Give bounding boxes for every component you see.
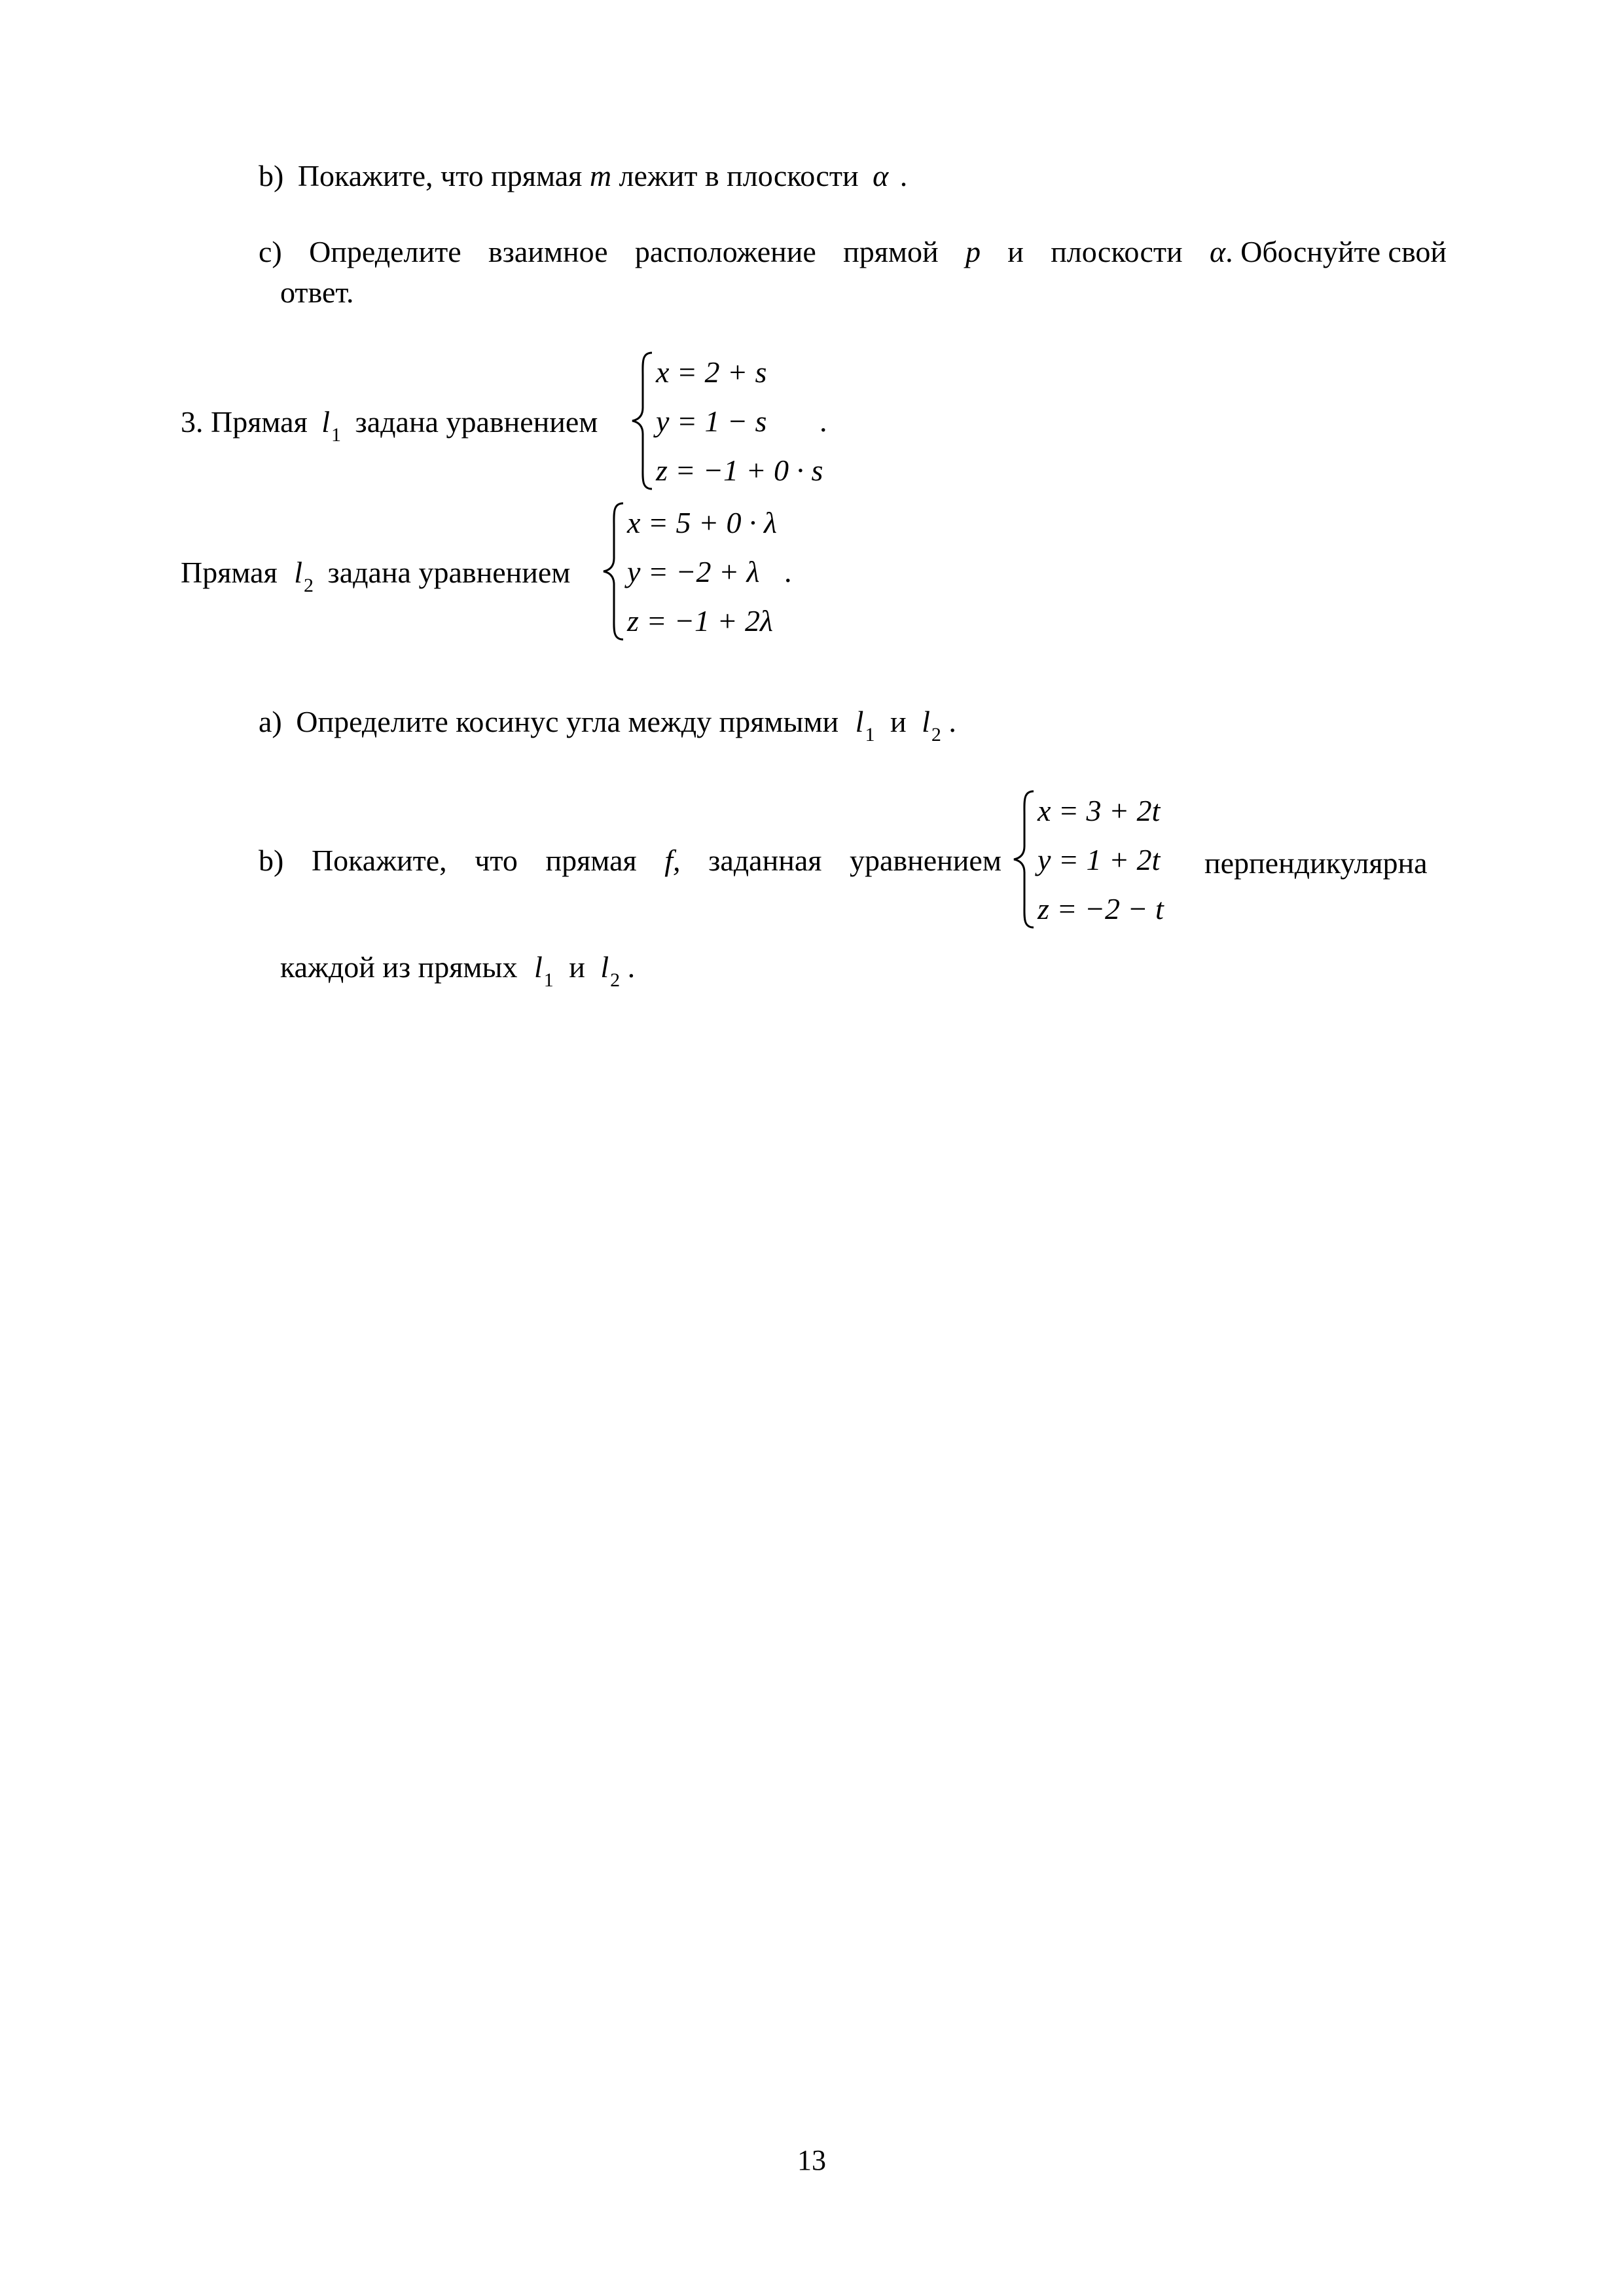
var-l1 bbox=[855, 705, 875, 745]
item-text: Определите косинус угла между прямыми bbox=[296, 705, 839, 738]
subscript: 1 bbox=[865, 724, 875, 745]
item-tail: перпендикулярна bbox=[1204, 846, 1428, 880]
word: Определите bbox=[309, 235, 461, 268]
period: . bbox=[948, 705, 956, 738]
period: . bbox=[820, 404, 827, 438]
item-c-mutual-position bbox=[259, 237, 1447, 267]
item-label: b) bbox=[259, 159, 284, 192]
period: . bbox=[627, 950, 636, 984]
conjunction: и bbox=[890, 705, 907, 738]
subscript: 2 bbox=[931, 724, 941, 745]
item-label: b) bbox=[259, 844, 284, 877]
var-l: l bbox=[600, 950, 609, 984]
equation-x: x = 5 + 0 · λ bbox=[627, 506, 777, 539]
var-l1 bbox=[321, 405, 342, 446]
equation-z: z = −2 − t bbox=[1038, 892, 1164, 925]
subscript: 1 bbox=[331, 424, 342, 446]
page-number: 13 bbox=[797, 2144, 826, 2176]
intro-text: задана уравнением bbox=[355, 405, 598, 439]
word: прямой bbox=[843, 235, 939, 268]
word: Покажите, bbox=[311, 844, 447, 877]
problem3-l1-intro bbox=[181, 405, 598, 446]
item-text-2: лежит в плоскости bbox=[619, 159, 859, 192]
subscript: 2 bbox=[610, 969, 621, 991]
var-l: l bbox=[855, 705, 864, 738]
conjunction: и bbox=[569, 950, 585, 984]
problem3-item-b-part1 bbox=[259, 846, 1001, 876]
item-tail: . Обоснуйте свой bbox=[1225, 235, 1447, 268]
equation-x: x = 3 + 2t bbox=[1038, 794, 1161, 827]
equation-z: z = −1 + 2λ bbox=[627, 604, 773, 637]
item-text: каждой из прямых bbox=[280, 950, 518, 984]
var-p: p bbox=[965, 235, 981, 268]
equation-z: z = −1 + 0 · s bbox=[656, 454, 823, 487]
equation-y: y = 1 − s bbox=[656, 404, 767, 438]
subscript: 2 bbox=[304, 575, 314, 596]
problem3-item-a bbox=[259, 705, 956, 745]
var-l1 bbox=[533, 950, 554, 991]
var-f: f, bbox=[664, 844, 681, 877]
item-label: c) bbox=[259, 235, 282, 268]
var-l: l bbox=[321, 405, 331, 439]
period: . bbox=[899, 159, 908, 192]
var-l2 bbox=[600, 950, 621, 991]
equation-y: y = 1 + 2t bbox=[1038, 843, 1161, 876]
item-label: a) bbox=[259, 705, 282, 738]
left-brace-icon bbox=[1011, 789, 1038, 930]
period: . bbox=[784, 555, 792, 588]
item-c-line-2: ответ. bbox=[280, 276, 354, 309]
word: что bbox=[475, 844, 518, 877]
word: расположение bbox=[634, 235, 816, 268]
word: плоскости bbox=[1051, 235, 1183, 268]
var-l: l bbox=[922, 705, 930, 738]
alpha-symbol: α bbox=[873, 159, 889, 192]
var-m: m bbox=[589, 159, 612, 192]
left-brace-icon bbox=[601, 501, 627, 642]
intro-text: задана уравнением bbox=[327, 556, 571, 589]
subscript: 1 bbox=[543, 969, 554, 991]
problem-number: 3. Прямая bbox=[181, 405, 308, 439]
var-l2 bbox=[922, 705, 941, 745]
alpha-symbol: α bbox=[1209, 235, 1226, 268]
var-l: l bbox=[533, 950, 543, 984]
var-l2 bbox=[294, 556, 314, 596]
item-b-show-line-in-plane bbox=[259, 161, 907, 191]
word: прямая bbox=[545, 844, 637, 877]
word: заданная bbox=[708, 844, 822, 877]
var-l: l bbox=[294, 556, 303, 589]
problem3-item-b-part2 bbox=[280, 950, 636, 991]
item-text: Покажите, что прямая bbox=[297, 159, 583, 192]
equation-x: x = 2 + s bbox=[656, 355, 767, 389]
intro-text-start: Прямая bbox=[181, 556, 278, 589]
left-brace-icon bbox=[630, 350, 656, 492]
alpha-group bbox=[1210, 237, 1447, 267]
word: взаимное bbox=[488, 235, 608, 268]
problem3-l2-intro bbox=[181, 556, 571, 596]
word: и bbox=[1007, 235, 1024, 268]
word: уравнением bbox=[850, 844, 1001, 877]
equation-y: y = −2 + λ bbox=[627, 555, 760, 588]
